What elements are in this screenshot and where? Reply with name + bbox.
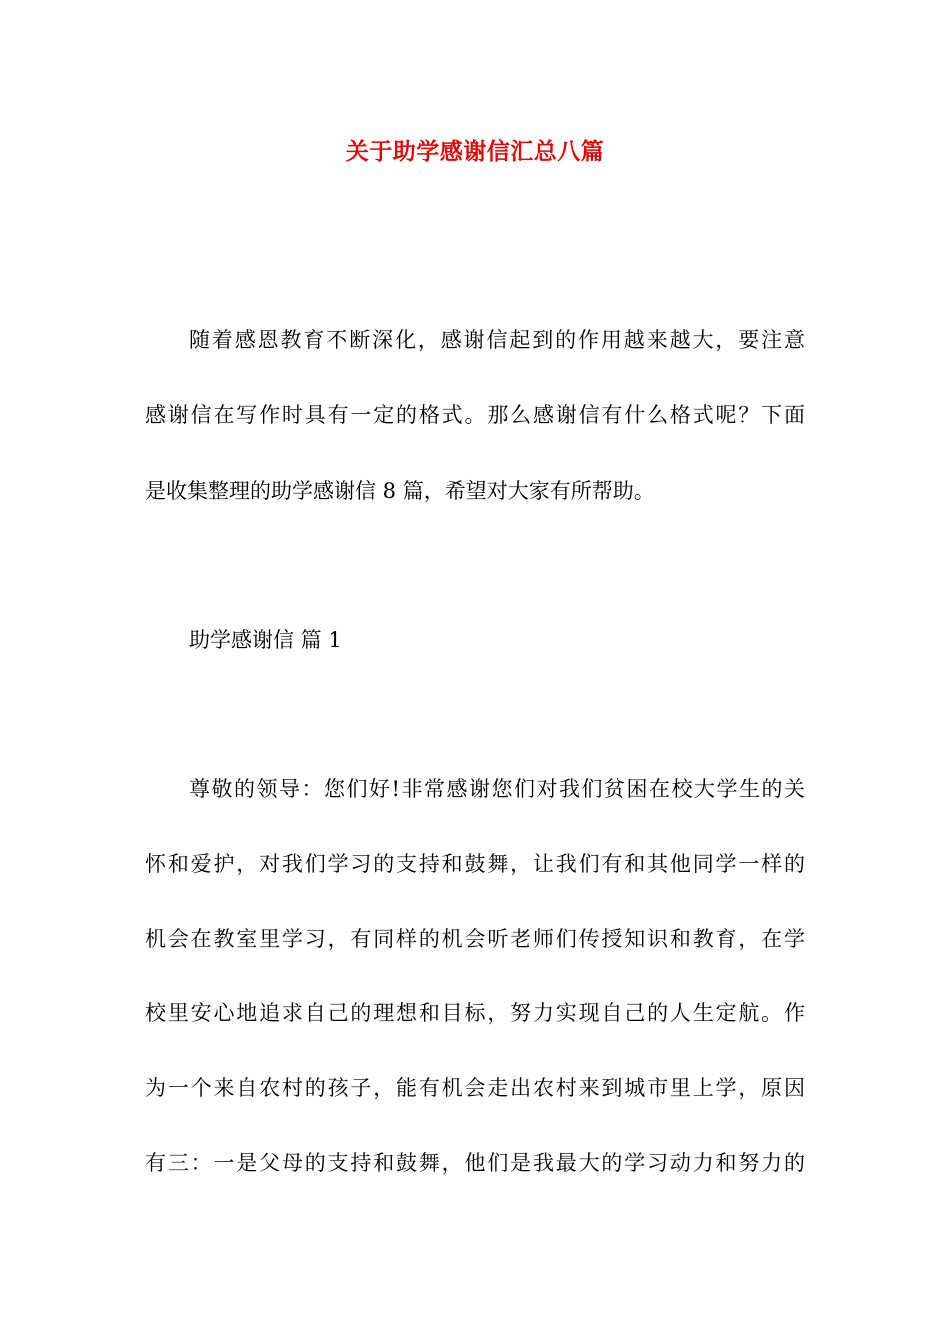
intro-line: 是收集整理的助学感谢信 8 篇，希望对大家有所帮助。	[145, 479, 655, 503]
section-heading: 助学感谢信 篇 1	[189, 628, 342, 652]
letter-line: 尊敬的领导：您们好!非常感谢您们对我们贫困在校大学生的关	[189, 777, 805, 801]
letter-line: 怀和爱护，对我们学习的支持和鼓舞，让我们有和其他同学一样的	[145, 852, 805, 876]
letter-line: 为一个来自农村的孩子，能有机会走出农村来到城市里上学，原因	[145, 1076, 805, 1100]
intro-line: 随着感恩教育不断深化，感谢信起到的作用越来越大，要注意	[189, 328, 805, 352]
document-title: 关于助学感谢信汇总八篇	[345, 138, 605, 165]
intro-line: 感谢信在写作时具有一定的格式。那么感谢信有什么格式呢？下面	[145, 403, 805, 427]
letter-line: 有三：一是父母的支持和鼓舞，他们是我最大的学习动力和努力的	[145, 1151, 805, 1175]
letter-line: 校里安心地追求自己的理想和目标，努力实现自己的人生定航。作	[145, 1001, 805, 1025]
letter-line: 机会在教室里学习，有同样的机会听老师们传授知识和教育，在学	[145, 927, 805, 951]
